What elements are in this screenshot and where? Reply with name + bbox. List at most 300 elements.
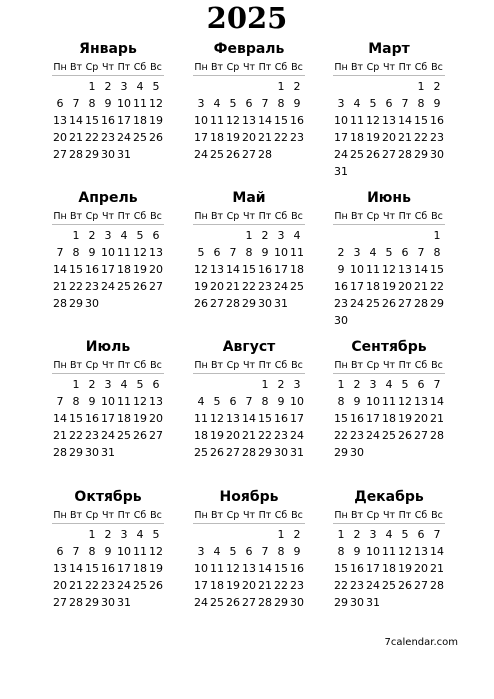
day-empty: [349, 227, 365, 244]
day-cell: 16: [350, 562, 364, 575]
day-cell: 2: [337, 246, 345, 259]
weekday-label: Чт: [382, 211, 396, 222]
day-cell: 17: [274, 263, 288, 276]
day-cell: 22: [242, 280, 256, 293]
weekday-label: Вс: [431, 360, 443, 371]
day-cell: 29: [258, 446, 272, 459]
day-cell: 30: [85, 446, 99, 459]
weekday-label: Вт: [210, 211, 224, 222]
day-cell: 2: [104, 528, 112, 541]
month-block: [52, 40, 164, 163]
day-cell: 3: [277, 229, 285, 242]
day-cell: 29: [334, 446, 348, 459]
day-cell: 23: [350, 579, 364, 592]
day-cell: 27: [149, 429, 163, 442]
day-cell: 9: [293, 97, 301, 110]
day-cell: 21: [258, 131, 272, 144]
day-cell: 7: [245, 395, 253, 408]
day-cell: 16: [290, 562, 304, 575]
day-cell: 11: [133, 545, 147, 558]
day-cell: 24: [366, 429, 380, 442]
day-cell: 5: [229, 97, 237, 110]
day-cell: 29: [69, 297, 83, 310]
weekday-label: Ср: [85, 62, 99, 73]
month-block: [193, 189, 305, 312]
weekday-label: Сб: [274, 62, 288, 73]
day-cell: 21: [258, 579, 272, 592]
day-cell: 20: [149, 412, 163, 425]
weekday-label: Пт: [398, 62, 412, 73]
day-cell: 11: [382, 545, 396, 558]
day-cell: 20: [414, 412, 428, 425]
day-cell: 3: [293, 378, 301, 391]
month-block: [193, 40, 305, 163]
day-cell: 15: [258, 412, 272, 425]
weekday-label: Сб: [274, 211, 288, 222]
day-cell: 8: [433, 246, 441, 259]
day-cell: 7: [56, 395, 64, 408]
weekday-label: Вт: [350, 211, 364, 222]
day-cell: 31: [101, 446, 115, 459]
day-cell: 26: [133, 429, 147, 442]
day-empty: [397, 78, 413, 95]
day-cell: 13: [226, 412, 240, 425]
day-cell: 9: [433, 97, 441, 110]
day-cell: 10: [366, 545, 380, 558]
day-cell: 28: [430, 579, 444, 592]
day-cell: 8: [337, 545, 345, 558]
weekday-label: Вс: [291, 62, 303, 73]
day-cell: 18: [290, 263, 304, 276]
day-cell: 30: [85, 297, 99, 310]
day-cell: 19: [398, 412, 412, 425]
day-empty: [52, 526, 68, 543]
day-empty: [333, 78, 349, 95]
day-empty: [209, 78, 225, 95]
day-cell: 15: [274, 114, 288, 127]
weekday-label: Чт: [101, 360, 115, 371]
day-cell: 4: [293, 229, 301, 242]
weekday-header: [52, 60, 164, 76]
day-cell: 19: [133, 412, 147, 425]
day-cell: 6: [56, 545, 64, 558]
weekday-label: Пт: [258, 211, 272, 222]
day-cell: 1: [277, 80, 285, 93]
day-cell: 7: [56, 246, 64, 259]
day-cell: 7: [417, 246, 425, 259]
day-cell: 11: [210, 562, 224, 575]
day-cell: 3: [369, 378, 377, 391]
month-title: Апрель: [78, 190, 138, 206]
day-cell: 2: [88, 378, 96, 391]
day-cell: 3: [104, 229, 112, 242]
day-cell: 27: [53, 596, 67, 609]
day-cell: 26: [226, 148, 240, 161]
day-empty: [52, 227, 68, 244]
day-cell: 24: [194, 148, 208, 161]
day-cell: 21: [242, 429, 256, 442]
day-cell: 13: [382, 114, 396, 127]
day-cell: 19: [194, 280, 208, 293]
day-cell: 26: [194, 297, 208, 310]
day-cell: 28: [69, 148, 83, 161]
weekday-label: Вс: [291, 211, 303, 222]
day-cell: 19: [382, 280, 396, 293]
day-grid: [333, 376, 445, 461]
day-cell: 29: [85, 596, 99, 609]
day-cell: 17: [194, 131, 208, 144]
day-cell: 30: [350, 596, 364, 609]
day-cell: 13: [149, 246, 163, 259]
day-cell: 26: [210, 446, 224, 459]
day-cell: 23: [350, 429, 364, 442]
day-cell: 3: [197, 545, 205, 558]
day-cell: 3: [104, 378, 112, 391]
day-cell: 8: [88, 97, 96, 110]
day-cell: 15: [414, 114, 428, 127]
day-cell: 26: [133, 280, 147, 293]
day-empty: [225, 227, 241, 244]
weekday-label: Вс: [431, 211, 443, 222]
day-cell: 18: [210, 131, 224, 144]
weekday-header: [333, 358, 445, 374]
day-cell: 10: [101, 246, 115, 259]
month-title: Июнь: [367, 190, 411, 206]
day-cell: 2: [293, 80, 301, 93]
day-cell: 8: [417, 97, 425, 110]
day-cell: 26: [366, 148, 380, 161]
weekday-header: [333, 60, 445, 76]
day-cell: 28: [69, 596, 83, 609]
day-cell: 20: [149, 263, 163, 276]
day-cell: 28: [226, 297, 240, 310]
weekday-label: Пн: [53, 360, 67, 371]
weekday-label: Вс: [431, 62, 443, 73]
day-cell: 17: [117, 114, 131, 127]
day-cell: 7: [261, 545, 269, 558]
day-cell: 27: [382, 148, 396, 161]
month-block: [193, 338, 305, 461]
day-cell: 14: [53, 263, 67, 276]
weekday-label: Ср: [366, 510, 380, 521]
weekday-label: Ср: [226, 360, 240, 371]
day-cell: 3: [337, 97, 345, 110]
day-empty: [193, 526, 209, 543]
day-cell: 10: [366, 395, 380, 408]
day-cell: 23: [430, 131, 444, 144]
weekday-label: Пт: [117, 211, 131, 222]
day-cell: 6: [56, 97, 64, 110]
weekday-label: Сб: [414, 211, 428, 222]
weekday-label: Пт: [117, 360, 131, 371]
month-block: [333, 488, 445, 611]
day-empty: [349, 78, 365, 95]
day-cell: 28: [258, 148, 272, 161]
day-cell: 11: [133, 97, 147, 110]
day-cell: 27: [242, 596, 256, 609]
day-cell: 20: [398, 280, 412, 293]
day-cell: 15: [334, 412, 348, 425]
day-cell: 25: [117, 280, 131, 293]
day-cell: 29: [430, 297, 444, 310]
day-cell: 7: [72, 97, 80, 110]
day-cell: 24: [366, 579, 380, 592]
weekday-label: Ср: [226, 510, 240, 521]
weekday-label: Сб: [414, 510, 428, 521]
day-cell: 7: [433, 528, 441, 541]
month-block: [52, 488, 164, 611]
day-cell: 12: [149, 545, 163, 558]
day-cell: 11: [366, 263, 380, 276]
day-cell: 17: [194, 579, 208, 592]
day-cell: 16: [101, 114, 115, 127]
day-cell: 9: [261, 246, 269, 259]
day-cell: 22: [274, 131, 288, 144]
day-cell: 24: [101, 429, 115, 442]
day-cell: 9: [104, 545, 112, 558]
day-cell: 7: [261, 97, 269, 110]
weekday-header: [333, 508, 445, 524]
day-cell: 20: [226, 429, 240, 442]
day-grid: [193, 526, 305, 611]
day-cell: 11: [290, 246, 304, 259]
day-cell: 25: [350, 148, 364, 161]
month-block: [193, 488, 305, 611]
day-cell: 11: [117, 246, 131, 259]
day-cell: 17: [117, 562, 131, 575]
weekday-label: Пн: [194, 360, 208, 371]
day-cell: 9: [353, 545, 361, 558]
day-cell: 18: [117, 412, 131, 425]
day-cell: 15: [85, 114, 99, 127]
day-cell: 10: [350, 263, 364, 276]
day-cell: 21: [398, 131, 412, 144]
day-cell: 20: [414, 562, 428, 575]
day-cell: 27: [398, 297, 412, 310]
day-cell: 5: [197, 246, 205, 259]
day-cell: 5: [401, 378, 409, 391]
day-cell: 18: [133, 114, 147, 127]
day-cell: 2: [261, 229, 269, 242]
weekday-label: Вт: [210, 510, 224, 521]
weekday-label: Пн: [53, 510, 67, 521]
day-empty: [193, 376, 209, 393]
weekday-label: Вс: [150, 510, 162, 521]
day-cell: 14: [430, 395, 444, 408]
day-cell: 19: [149, 114, 163, 127]
day-cell: 21: [414, 280, 428, 293]
day-empty: [381, 78, 397, 95]
day-cell: 18: [194, 429, 208, 442]
day-empty: [257, 526, 273, 543]
day-cell: 4: [136, 528, 144, 541]
day-cell: 31: [290, 446, 304, 459]
day-cell: 4: [197, 395, 205, 408]
weekday-label: Сб: [133, 211, 147, 222]
month-block: [333, 189, 445, 329]
day-empty: [397, 227, 413, 244]
weekday-label: Пт: [258, 62, 272, 73]
weekday-label: Пн: [334, 510, 348, 521]
day-cell: 1: [337, 378, 345, 391]
day-cell: 21: [69, 131, 83, 144]
day-cell: 10: [194, 562, 208, 575]
day-cell: 23: [101, 131, 115, 144]
day-cell: 1: [88, 528, 96, 541]
day-cell: 11: [210, 114, 224, 127]
month-title: Март: [368, 41, 410, 57]
day-cell: 31: [117, 596, 131, 609]
month-title: Ноябрь: [219, 489, 279, 505]
day-cell: 23: [290, 579, 304, 592]
day-cell: 13: [53, 562, 67, 575]
weekday-label: Ср: [85, 360, 99, 371]
day-cell: 12: [398, 395, 412, 408]
day-grid: [193, 78, 305, 163]
day-cell: 31: [366, 596, 380, 609]
day-cell: 14: [69, 114, 83, 127]
year-title: 2025: [206, 1, 288, 35]
weekday-label: Пт: [398, 211, 412, 222]
day-cell: 14: [53, 412, 67, 425]
day-cell: 14: [226, 263, 240, 276]
day-cell: 6: [213, 246, 221, 259]
day-cell: 24: [117, 579, 131, 592]
day-cell: 6: [245, 97, 253, 110]
day-cell: 22: [334, 429, 348, 442]
day-cell: 16: [290, 114, 304, 127]
day-empty: [333, 227, 349, 244]
day-grid: [52, 227, 164, 312]
day-cell: 30: [101, 596, 115, 609]
day-cell: 16: [430, 114, 444, 127]
day-cell: 23: [85, 429, 99, 442]
day-cell: 4: [385, 378, 393, 391]
day-cell: 1: [245, 229, 253, 242]
day-cell: 24: [334, 148, 348, 161]
day-cell: 12: [194, 263, 208, 276]
day-cell: 5: [229, 545, 237, 558]
day-cell: 11: [382, 395, 396, 408]
day-cell: 14: [414, 263, 428, 276]
weekday-label: Сб: [414, 360, 428, 371]
day-cell: 30: [430, 148, 444, 161]
weekday-label: Вт: [69, 510, 83, 521]
day-cell: 6: [152, 229, 160, 242]
day-cell: 2: [104, 80, 112, 93]
weekday-label: Ср: [366, 360, 380, 371]
weekday-label: Сб: [133, 62, 147, 73]
day-cell: 8: [337, 395, 345, 408]
day-cell: 19: [210, 429, 224, 442]
day-cell: 12: [226, 562, 240, 575]
day-cell: 25: [382, 429, 396, 442]
day-cell: 15: [430, 263, 444, 276]
day-cell: 15: [69, 263, 83, 276]
day-cell: 2: [433, 80, 441, 93]
day-cell: 21: [53, 429, 67, 442]
month-block: [52, 338, 164, 461]
day-cell: 12: [210, 412, 224, 425]
day-cell: 21: [53, 280, 67, 293]
day-cell: 13: [414, 395, 428, 408]
day-cell: 19: [366, 131, 380, 144]
day-cell: 7: [401, 97, 409, 110]
weekday-header: [193, 508, 305, 524]
day-cell: 20: [382, 131, 396, 144]
weekday-header: [193, 60, 305, 76]
day-cell: 5: [369, 97, 377, 110]
month-title: Май: [232, 190, 266, 206]
day-cell: 1: [433, 229, 441, 242]
day-cell: 1: [88, 80, 96, 93]
month-block: [333, 40, 445, 180]
weekday-label: Вс: [291, 510, 303, 521]
day-cell: 6: [229, 395, 237, 408]
day-cell: 10: [274, 246, 288, 259]
day-cell: 5: [152, 80, 160, 93]
day-cell: 28: [414, 297, 428, 310]
day-cell: 7: [72, 545, 80, 558]
day-empty: [241, 526, 257, 543]
day-cell: 5: [152, 528, 160, 541]
day-empty: [209, 526, 225, 543]
weekday-label: Сб: [133, 360, 147, 371]
day-cell: 22: [334, 579, 348, 592]
day-empty: [68, 78, 84, 95]
weekday-label: Чт: [382, 62, 396, 73]
day-cell: 19: [226, 131, 240, 144]
weekday-label: Вт: [69, 211, 83, 222]
day-cell: 20: [242, 131, 256, 144]
weekday-label: Вс: [150, 360, 162, 371]
day-cell: 23: [290, 131, 304, 144]
weekday-label: Вт: [350, 360, 364, 371]
day-cell: 8: [277, 97, 285, 110]
day-cell: 12: [366, 114, 380, 127]
day-cell: 15: [334, 562, 348, 575]
weekday-label: Чт: [101, 62, 115, 73]
weekday-label: Ср: [366, 62, 380, 73]
day-empty: [225, 526, 241, 543]
day-cell: 2: [88, 229, 96, 242]
day-cell: 28: [242, 446, 256, 459]
weekday-label: Вс: [150, 211, 162, 222]
month-title: Август: [222, 339, 276, 355]
weekday-header: [333, 209, 445, 225]
day-cell: 29: [242, 297, 256, 310]
day-cell: 2: [353, 528, 361, 541]
day-cell: 18: [350, 131, 364, 144]
day-cell: 29: [85, 148, 99, 161]
day-cell: 11: [194, 412, 208, 425]
day-cell: 18: [382, 562, 396, 575]
day-cell: 21: [226, 280, 240, 293]
day-cell: 29: [274, 596, 288, 609]
weekday-label: Пн: [334, 211, 348, 222]
weekday-header: [193, 209, 305, 225]
day-cell: 2: [353, 378, 361, 391]
day-cell: 19: [398, 562, 412, 575]
day-cell: 16: [85, 263, 99, 276]
day-cell: 19: [133, 263, 147, 276]
weekday-label: Ср: [366, 211, 380, 222]
weekday-label: Пн: [334, 62, 348, 73]
day-cell: 8: [72, 246, 80, 259]
day-cell: 12: [226, 114, 240, 127]
weekday-label: Вт: [69, 62, 83, 73]
day-cell: 17: [101, 412, 115, 425]
